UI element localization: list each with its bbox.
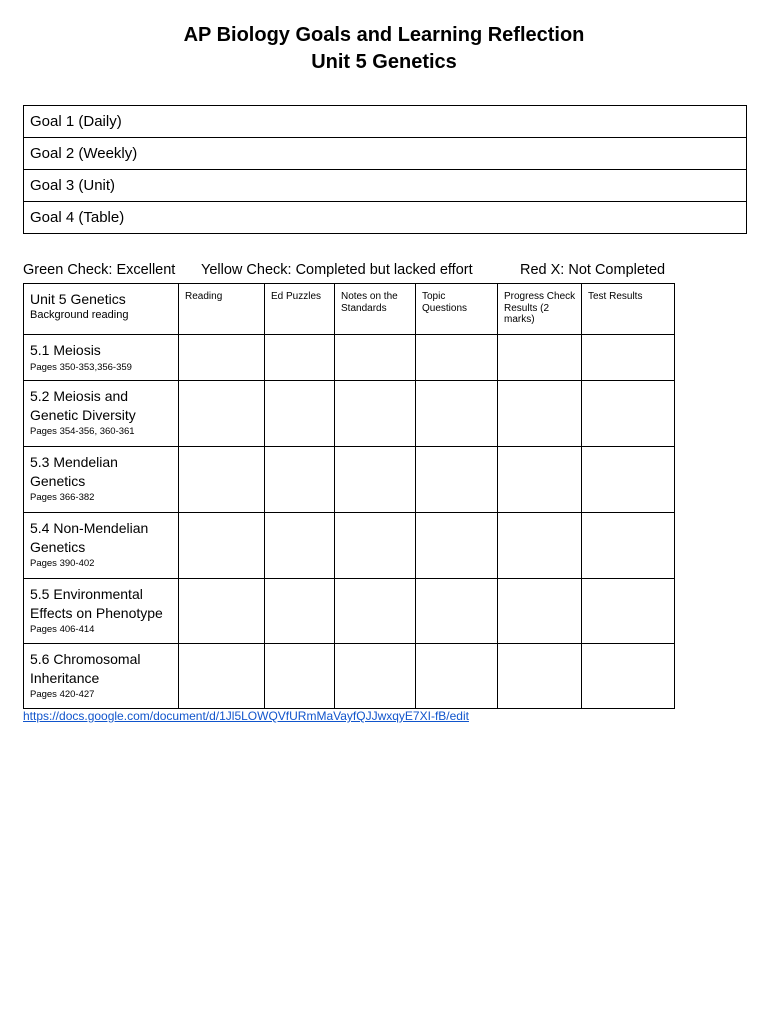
cell-reading[interactable] [179, 381, 265, 447]
goal-1[interactable]: Goal 1 (Daily) [24, 106, 747, 138]
cell-reading[interactable] [179, 447, 265, 513]
cell-ed-puzzles[interactable] [265, 447, 335, 513]
cell-topic-questions[interactable] [416, 447, 498, 513]
legend-yellow: Yellow Check: Completed but lacked effort [201, 262, 473, 278]
cell-test-results[interactable] [582, 513, 675, 579]
cell-ed-puzzles[interactable] [265, 644, 335, 709]
cell-test-results[interactable] [582, 579, 675, 644]
cell-ed-puzzles[interactable] [265, 381, 335, 447]
cell-notes[interactable] [335, 335, 416, 381]
row-topic-pages: Pages 406-414 [30, 624, 95, 635]
cell-topic-questions[interactable] [416, 579, 498, 644]
cell-notes[interactable] [335, 447, 416, 513]
cell-reading[interactable] [179, 513, 265, 579]
cell-reading[interactable] [179, 644, 265, 709]
header-notes [335, 284, 416, 335]
row-topic-pages: Pages 366-382 [30, 492, 95, 503]
header-ed-puzzles-label: Ed Puzzles [271, 291, 322, 302]
header-topic-questions [416, 284, 498, 335]
cell-notes[interactable] [335, 579, 416, 644]
row-topic [24, 447, 179, 513]
goal-3[interactable]: Goal 3 (Unit) [24, 170, 747, 202]
header-reading [179, 284, 265, 335]
table-row [24, 513, 675, 579]
table-row [24, 447, 675, 513]
row-topic-pages: Pages 420-427 [30, 689, 95, 700]
table-row [24, 381, 675, 447]
goal-4[interactable]: Goal 4 (Table) [24, 202, 747, 234]
cell-reading[interactable] [179, 579, 265, 644]
document-title [0, 22, 768, 76]
cell-topic-questions[interactable] [416, 335, 498, 381]
tracker-header-row [24, 284, 675, 335]
row-topic [24, 335, 179, 381]
goal-2[interactable]: Goal 2 (Weekly) [24, 138, 747, 170]
header-test-results-label: Test Results [588, 291, 643, 302]
legend [23, 262, 683, 282]
cell-notes[interactable] [335, 644, 416, 709]
row-topic-pages: Pages 350-353,356-359 [30, 361, 132, 373]
row-topic-title: 5.3 Mendelian Genetics [30, 454, 118, 489]
row-topic-title: 5.4 Non-Mendelian Genetics [30, 520, 149, 555]
cell-topic-questions[interactable] [416, 381, 498, 447]
document-link[interactable]: https://docs.google.com/document/d/1Jl5LOWQVfURmMaVayfQJJwxqyE7XI-fB/edit [23, 709, 469, 723]
cell-ed-puzzles[interactable] [265, 513, 335, 579]
cell-reading[interactable] [179, 335, 265, 381]
row-topic [24, 381, 179, 447]
row-topic-title: 5.6 Chromosomal Inheritance [30, 651, 141, 686]
row-topic-pages: Pages 354-356, 360-361 [30, 426, 135, 437]
header-progress-check-label: Progress Check Results (2 marks) [504, 291, 576, 325]
header-unit-title: Unit 5 Genetics [30, 291, 126, 307]
legend-green: Green Check: Excellent [23, 262, 176, 278]
table-row [24, 579, 675, 644]
legend-red: Red X: Not Completed [520, 262, 666, 278]
header-reading-label: Reading [185, 291, 223, 302]
header-notes-label: Notes on the Standards [341, 291, 398, 314]
cell-progress-check[interactable] [498, 447, 582, 513]
header-test-results [582, 284, 675, 335]
header-unit [24, 284, 179, 335]
cell-test-results[interactable] [582, 447, 675, 513]
cell-progress-check[interactable] [498, 513, 582, 579]
cell-test-results[interactable] [582, 335, 675, 381]
table-row [24, 644, 675, 709]
cell-ed-puzzles[interactable] [265, 335, 335, 381]
cell-topic-questions[interactable] [416, 644, 498, 709]
row-topic [24, 644, 179, 709]
cell-notes[interactable] [335, 381, 416, 447]
row-topic-title: 5.1 Meiosis [30, 342, 101, 358]
cell-progress-check[interactable] [498, 381, 582, 447]
row-topic [24, 579, 179, 644]
goals-table [23, 105, 747, 234]
cell-progress-check[interactable] [498, 335, 582, 381]
title-line-1: AP Biology Goals and Learning Reflection [183, 24, 585, 46]
cell-topic-questions[interactable] [416, 513, 498, 579]
cell-test-results[interactable] [582, 381, 675, 447]
title-line-2: Unit 5 Genetics [311, 51, 457, 73]
row-topic-pages: Pages 390-402 [30, 558, 95, 569]
table-row [24, 335, 675, 381]
header-ed-puzzles [265, 284, 335, 335]
row-topic-title: 5.2 Meiosis and Genetic Diversity [30, 388, 136, 423]
header-progress-check [498, 284, 582, 335]
header-topic-questions-label: Topic Questions [422, 291, 468, 314]
header-unit-sub: Background reading [30, 308, 129, 321]
row-topic-title: 5.5 Environmental Effects on Phenotype [30, 586, 163, 621]
cell-notes[interactable] [335, 513, 416, 579]
row-topic [24, 513, 179, 579]
cell-progress-check[interactable] [498, 644, 582, 709]
cell-progress-check[interactable] [498, 579, 582, 644]
cell-test-results[interactable] [582, 644, 675, 709]
cell-ed-puzzles[interactable] [265, 579, 335, 644]
reflection-tracker-table [23, 283, 675, 709]
